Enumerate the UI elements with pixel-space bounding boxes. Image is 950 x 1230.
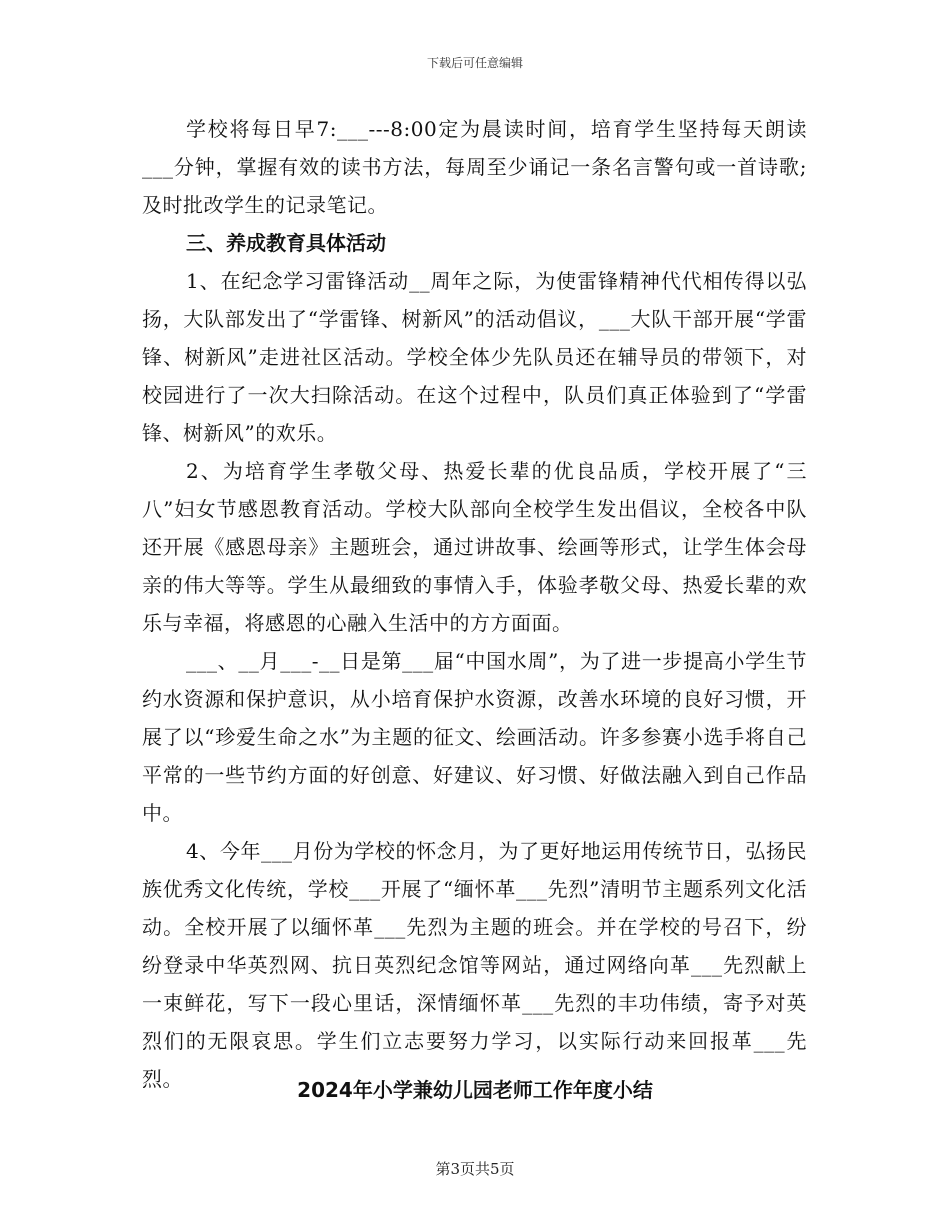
paragraph-womens-day: 2、为培育学生孝敬父母、热爱长辈的优良品质，学校开展了“三八”妇女节感恩教育活动。学校大队部向全校学生发出倡议，全校各中队还开展《感恩母亲》主题班会，通过讲故事、绘画等形式，让学生体会母亲的伟大等等。学生从最细致的事情入手，体验孝敬父母、热爱长辈的欢乐与幸福，将感恩的心融入生活中的方方面面。 [142, 459, 807, 635]
page-number: 第3页共5页 [435, 1160, 515, 1178]
document-title: 2024年小学兼幼儿园老师工作年度小结 [297, 1078, 653, 1102]
header-note: 下载后可任意编辑 [426, 56, 523, 70]
paragraph-lei-feng: 1、在纪念学习雷锋活动__周年之际，为使雷锋精神代代相传得以弘扬，大队部发出了“学雷锋、树新风”的活动倡议，___大队干部开展“学雷锋、树新风”走进社区活动。学校全体少先队员还在辅导员的带领下，对校园进行了一次大扫除活动。在这个过程中，队员们真正体验到了“学雷锋、树新风”的欢乐。 [142, 269, 807, 445]
paragraph-qingming: 4、今年___月份为学校的怀念月，为了更好地运用传统节日，弘扬民族优秀文化传统，学校___开展了“缅怀革___先烈”清明节主题系列文化活动。全校开展了以缅怀革___先烈为主题的班会。并在学校的号召下，纷纷登录中华英烈网、抗日英烈纪念馆等网站，通过网络向革___先烈献上一束鲜花，写下一段心里话，深情缅怀革___先烈的丰功伟绩，寄予对英烈们的无限哀思。学生们立志要努力学习，以实际行动来回报革___先烈。 [142, 839, 807, 1091]
paragraph-water-week: ___、__月___-__日是第___届“中国水周”，为了进一步提高小学生节约水资源和保护意识，从小培育保护水资源，改善水环境的良好习惯，开展了以“珍爱生命之水”为主题的征文、绘画活动。许多参赛小选手将自己平常的一些节约方面的好创意、好建议、好习惯、好做法融入到自己作品中。 [142, 649, 807, 825]
section-heading: 三、养成教育具体活动 [186, 231, 386, 255]
document-body [142, 110, 807, 1098]
paragraph-morning-reading: 学校将每日早7:___---8:00定为晨读时间，培育学生坚持每天朗读___分钟，掌握有效的读书方法，每周至少诵记一条名言警句或一首诗歌;及时批改学生的记录笔记。 [142, 117, 807, 217]
